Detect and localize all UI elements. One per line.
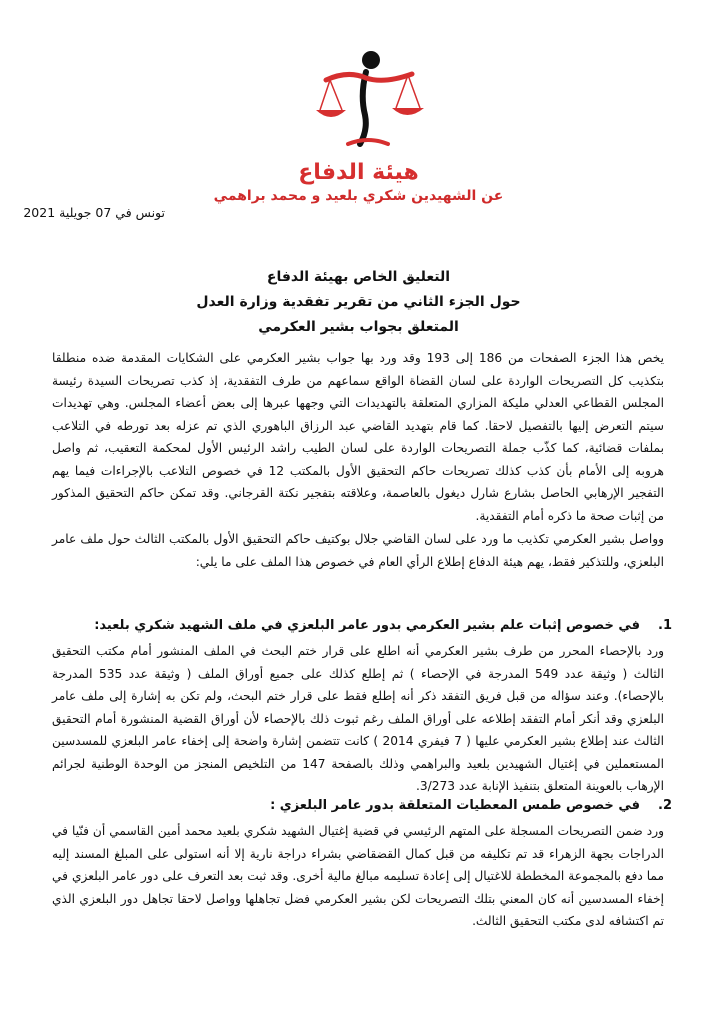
section-number-2: 2. xyxy=(658,798,672,813)
section-heading-2 xyxy=(270,798,672,813)
document-title xyxy=(0,265,717,340)
title-line-2: حول الجزء الثاني من تقرير تفقدية وزارة العدل xyxy=(196,294,521,310)
section-heading-1 xyxy=(94,618,672,633)
document-date: تونس في 07 جويلية 2021 xyxy=(23,205,165,220)
title-line-1: التعليق الخاص بهيئة الدفاع xyxy=(266,269,451,285)
paragraph-2: وواصل بشير العكرمي تكذيب ما ورد على لسان القاضي جلال بوكتيف حاكم التحقيق الأول بالمكتب الثالث حول ملف عامر البلعزي، وللتذكير فقط، يهم هيئة الدفاع إطلاع الرأي العام في خصوص هذا الملف على ما يلي: xyxy=(52,532,664,569)
title-line-3: المتعلق بجواب بشير العكرمي xyxy=(258,319,459,335)
organization-subtitle: عن الشهيدين شكري بلعيد و محمد براهمي xyxy=(213,188,504,204)
paragraph-1: يخص هذا الجزء الصفحات من 186 إلى 193 وقد ورد بها جواب بشير العكرمي على الشكايات المقدمة ضده منطلقا بتكذيب كل التصريحات الواردة على لسان القضاة الواقع سماعهم من طرف التفقدية، إذ كذب تصريحات السيدة رئيسة المجلس القطاعي العدلي مليكة المزاري المتعلقة بالتهديدات التي وجهها عبرها إلى بعض أعضاء المجلس. وهي تهديدات سيتم التعرض إليها بالتفصيل لاحقا. كما قام بتهديد القاضي عبد الرزاق الباهوري الذي تم عزله بعد تورطه في التلاعب بملفات قضائية، كما كذّب جملة التصريحات الواردة على لسان الطيب راشد الرئيس الأول لمحكمة التعقيب، ثم واصل هروبه إلى الأمام بأن كذب كذلك تصريحات حاكم التحقيق الأول بالمكتب 12 في خصوص التلاعب بالإجراءات فيما يهم التفجير الإرهابي الحاصل بشارع شارل ديغول بالعاصمة، وعلاقته بتفجير نكتة القرجاني. وقد تمكن حاكم التحقيق المذكور من إثبات صحة ما ذكره أمام التفقدية. xyxy=(52,351,664,523)
paragraph-3: ورد بالإحصاء المحرر من طرف بشير العكرمي أنه اطلع على قرار ختم البحث في الملف المنشور أمام مكتب التحقيق الثالث ( وثيقة عدد 549 المدرجة في الإحصاء ) ثم إطلع كذلك على جميع أوراق الملف ( وثيقة عدد 535 المدرجة بالإحصاء). وعند سؤاله من قبل فريق التفقد ذكر أنه إطلع فقط على قرار ختم البحث، ولم تكن به إشارة إلى ملف عامر البلعزي وقد أنكر أمام التفقد إطلاعه على أوراق الملف رغم ثبوت ذلك بالإحصاء لأن أوراق القضية المنشورة أمام التحقيق الثالث عند إطلاع بشير العكرمي عليها ( 7 فيفري 2014 ) كانت تتضمن إشارة واضحة إلى إخفاء عامر البلعزي للمسدسين المستعملين في إغتيال الشهيدين بلعيد والبراهمي وذلك بالصفحة 147 من التلخيص المنجز من الوحدة الوطنية لجرائم الإرهاب بالعوينة المتعلق بتنفيذ الإنابة عدد 3/273. xyxy=(52,644,665,793)
paragraph-4: ورد ضمن التصريحات المسجلة على المتهم الرئيسي في قضية إغتيال الشهيد شكري بلعيد محمد أمين القاسمي أن فنّيا في الدراجات بجهة الزهراء قد تم تكليفه من قبل كمال القضقاضي بشراء دراجة نارية إلا أنه استولى على المبلغ المسند إليه مما دفع بالمجموعة المخططة للاغتيال إلى إعادة تسليمه مبالغ مالية أخرى. وقد ثبت بعد التعرف على دور عامر البلعزي في إخفاء المسدسين أنه كان المعني بتلك التصريحات لكن بشير العكرمي فضل تجاهلها وواصل لاحقا تجاهل دور البلعزي الذي تم اكتشافه لدى مكتب التحقيق الثالث. xyxy=(52,824,664,928)
scales-of-justice-icon xyxy=(308,40,428,158)
organization-name: هيئة الدفاع xyxy=(298,160,419,185)
section-heading-1-text: في خصوص إثبات علم بشير العكرمي بدور عامر البلعزي في ملف الشهيد شكري بلعيد: xyxy=(94,618,640,633)
section-number-1: 1. xyxy=(658,618,672,633)
section-heading-2-text: في خصوص طمس المعطيات المتعلقة بدور عامر البلعزي : xyxy=(270,798,640,813)
